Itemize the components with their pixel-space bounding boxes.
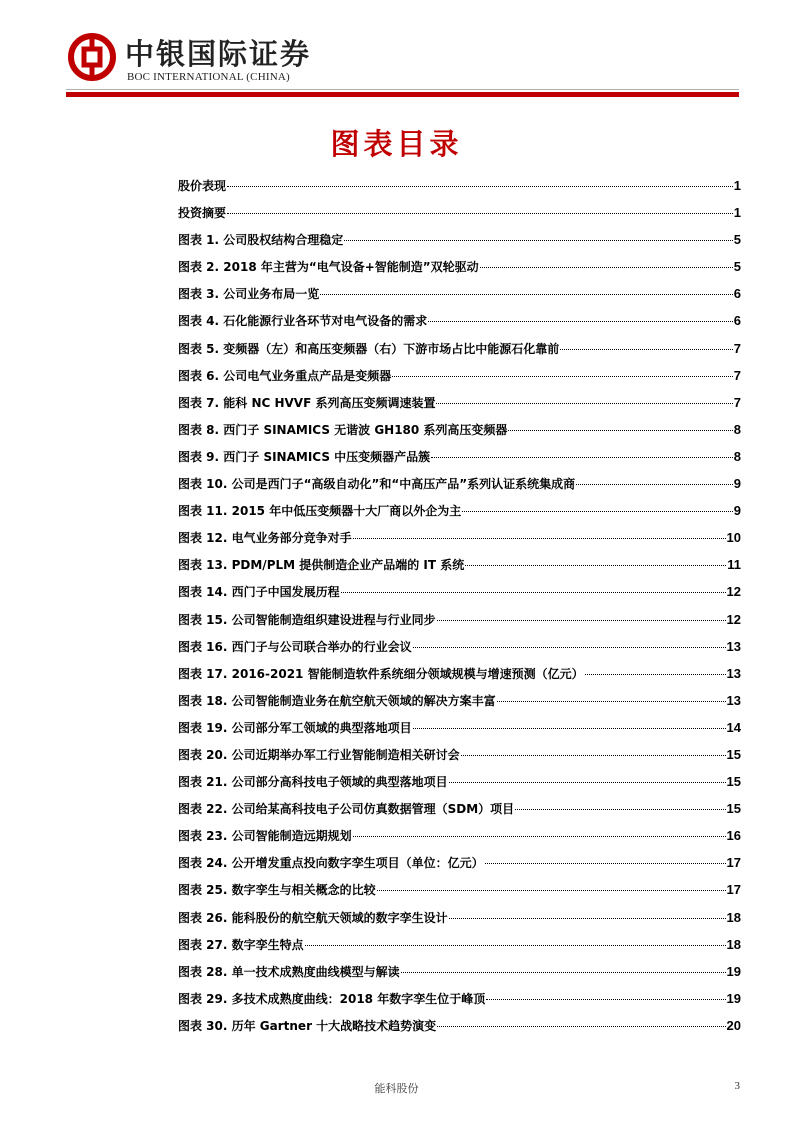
page-header <box>0 0 793 100</box>
toc-entry-label: 图表 11. 2015 年中低压变频器十大厂商以外企为主 <box>178 504 462 519</box>
toc-entry-page: 18 <box>726 909 741 925</box>
toc-entry[interactable] <box>178 606 741 633</box>
toc-entry[interactable] <box>178 687 741 714</box>
toc-dot-leader <box>576 484 733 485</box>
toc-dot-leader <box>428 321 733 322</box>
toc-dot-leader <box>437 1026 725 1027</box>
toc-entry-label: 图表 22. 公司给某高科技电子公司仿真数据管理（SDM）项目 <box>178 802 515 817</box>
toc-entry[interactable] <box>178 280 741 307</box>
toc-entry-page: 6 <box>733 286 741 302</box>
toc-entry-page: 13 <box>726 692 741 708</box>
toc-entry[interactable] <box>178 660 741 687</box>
toc-entry-page: 13 <box>726 665 741 681</box>
toc-entry[interactable] <box>178 985 741 1012</box>
toc-entry[interactable] <box>178 876 741 903</box>
toc-entry[interactable] <box>178 931 741 958</box>
toc-entry-label: 图表 27. 数字孪生特点 <box>178 937 304 952</box>
toc-entry-page: 16 <box>726 828 741 844</box>
toc-entry[interactable] <box>178 199 741 226</box>
toc-entry[interactable] <box>178 497 741 524</box>
footer-company: 能科股份 <box>374 1082 419 1095</box>
toc-entry-label: 图表 20. 公司近期举办军工行业智能制造相关研讨会 <box>178 747 460 762</box>
toc-entry-page: 9 <box>733 476 741 492</box>
toc-entry-page: 15 <box>726 801 741 817</box>
toc-entry[interactable] <box>178 389 741 416</box>
toc-dot-leader <box>485 863 726 864</box>
toc-entry-label: 图表 29. 多技术成熟度曲线：2018 年数字孪生位于峰顶 <box>178 991 486 1006</box>
toc-entry[interactable] <box>178 849 741 876</box>
boc-coin-logo-icon <box>68 33 116 81</box>
toc-entry-label: 图表 19. 公司部分军工领域的典型落地项目 <box>178 720 412 735</box>
toc-entry[interactable] <box>178 307 741 334</box>
toc-dot-leader <box>462 511 733 512</box>
brand-name-chinese: 中银国际证券 <box>125 37 312 71</box>
toc-entry[interactable] <box>178 443 741 470</box>
toc-entry-label: 图表 12. 电气业务部分竞争对手 <box>178 531 352 546</box>
toc-dot-leader <box>344 240 733 241</box>
toc-entry-page: 12 <box>726 584 741 600</box>
toc-entry-label: 图表 8. 西门子 SINAMICS 无谐波 GH180 系列高压变频器 <box>178 422 508 437</box>
toc-entry-label: 股价表现 <box>178 179 227 193</box>
toc-entry-page: 15 <box>726 774 741 790</box>
toc-entry-page: 11 <box>727 557 741 573</box>
toc-entry-label: 图表 1. 公司股权结构合理稳定 <box>178 233 344 248</box>
toc-entry[interactable] <box>178 714 741 741</box>
toc-entry-page: 17 <box>726 882 741 898</box>
toc-entry-page: 8 <box>733 421 741 437</box>
toc-entry[interactable] <box>178 1012 741 1039</box>
toc-dot-leader <box>413 728 726 729</box>
toc-entry-label: 图表 4. 石化能源行业各环节对电气设备的需求 <box>178 314 428 329</box>
toc-entry[interactable] <box>178 578 741 605</box>
toc-entry[interactable] <box>178 335 741 362</box>
toc-entry-label: 图表 7. 能科 NC HVVF 系列高压变频调速装置 <box>178 395 436 410</box>
toc-entry[interactable] <box>178 226 741 253</box>
toc-entry-page: 14 <box>726 719 741 735</box>
toc-entry-label: 图表 21. 公司部分高科技电子领域的典型落地项目 <box>178 775 448 790</box>
toc-entry-label: 图表 25. 数字孪生与相关概念的比较 <box>178 883 376 898</box>
toc-dot-leader <box>341 592 726 593</box>
toc-entry-page: 7 <box>733 367 741 383</box>
toc-entry-label: 图表 14. 西门子中国发展历程 <box>178 585 340 600</box>
toc-entry-page: 17 <box>726 855 741 871</box>
toc-entry-label: 图表 13. PDM/PLM 提供制造企业产品端的 IT 系统 <box>178 558 465 573</box>
toc-entry-page: 10 <box>726 530 741 546</box>
toc-dot-leader <box>560 349 732 350</box>
header-divider-red <box>66 92 739 97</box>
toc-dot-leader <box>413 647 726 648</box>
toc-entry[interactable] <box>178 172 741 199</box>
toc-dot-leader <box>515 809 725 810</box>
toc-entry[interactable] <box>178 633 741 660</box>
toc-entry-page: 15 <box>726 746 741 762</box>
toc-entry[interactable] <box>178 470 741 497</box>
toc-entry-page: 5 <box>733 259 741 275</box>
toc-dot-leader <box>401 972 726 973</box>
toc-dot-leader <box>353 538 726 539</box>
toc-entry[interactable] <box>178 795 741 822</box>
toc-entry-page: 19 <box>726 963 741 979</box>
toc-entry-label: 图表 10. 公司是西门子“高级自动化”和“中高压产品”系列认证系统集成商 <box>178 477 576 492</box>
toc-entry-page: 1 <box>733 178 741 193</box>
toc-entry[interactable] <box>178 362 741 389</box>
toc-entry-label: 图表 24. 公开增发重点投向数字孪生项目（单位：亿元） <box>178 856 484 871</box>
toc-entry-page: 5 <box>733 232 741 248</box>
toc-dot-leader <box>227 186 733 187</box>
header-divider-thin <box>66 89 739 90</box>
toc-entry[interactable] <box>178 904 741 931</box>
toc-dot-leader <box>305 945 726 946</box>
table-of-contents <box>178 172 741 1039</box>
toc-entry-label: 图表 6. 公司电气业务重点产品是变频器 <box>178 368 392 383</box>
toc-entry-label: 图表 3. 公司业务布局一览 <box>178 287 320 302</box>
toc-dot-leader <box>320 294 733 295</box>
toc-dot-leader <box>449 782 726 783</box>
toc-entry-label: 图表 18. 公司智能制造业务在航空航天领域的解决方案丰富 <box>178 693 496 708</box>
brand-name-english: BOC INTERNATIONAL (CHINA) <box>127 71 290 83</box>
toc-dot-leader <box>480 267 733 268</box>
toc-dot-leader <box>497 701 726 702</box>
toc-entry-label: 图表 30. 历年 Gartner 十大战略技术趋势演变 <box>178 1018 437 1033</box>
toc-entry-page: 7 <box>733 340 741 356</box>
toc-entry-label: 图表 28. 单一技术成熟度曲线模型与解读 <box>178 964 400 979</box>
toc-dot-leader <box>465 565 726 566</box>
toc-entry-page: 9 <box>733 503 741 519</box>
toc-entry-page: 19 <box>726 990 741 1006</box>
footer-page-number: 3 <box>734 1080 740 1092</box>
toc-dot-leader <box>377 890 726 891</box>
toc-entry[interactable] <box>178 253 741 280</box>
toc-entry[interactable] <box>178 958 741 985</box>
toc-entry-page: 1 <box>733 205 741 221</box>
toc-entry-page: 13 <box>726 638 741 654</box>
toc-entry-page: 6 <box>733 313 741 329</box>
toc-dot-leader <box>585 674 726 675</box>
toc-entry-label: 图表 16. 西门子与公司联合举办的行业会议 <box>178 639 412 654</box>
toc-entry[interactable] <box>178 524 741 551</box>
toc-dot-leader <box>437 620 726 621</box>
toc-dot-leader <box>486 999 725 1000</box>
toc-entry-page: 12 <box>726 611 741 627</box>
toc-entry-label: 图表 2. 2018 年主营为“电气设备+智能制造”双轮驱动 <box>178 260 479 275</box>
toc-dot-leader <box>449 918 726 919</box>
toc-entry-label: 图表 17. 2016-2021 智能制造软件系统细分领域规模与增速预测（亿元） <box>178 666 584 681</box>
toc-dot-leader <box>461 755 726 756</box>
toc-dot-leader <box>508 430 732 431</box>
toc-dot-leader <box>227 213 733 214</box>
toc-entry[interactable] <box>178 768 741 795</box>
toc-title: 图表目录 <box>330 127 463 161</box>
toc-entry[interactable] <box>178 551 741 578</box>
toc-entry[interactable] <box>178 822 741 849</box>
toc-entry[interactable] <box>178 741 741 768</box>
toc-entry-label: 图表 26. 能科股份的航空航天领域的数字孪生设计 <box>178 910 448 925</box>
toc-dot-leader <box>392 376 733 377</box>
toc-entry-page: 20 <box>726 1017 741 1033</box>
toc-entry-page: 8 <box>733 448 741 464</box>
toc-dot-leader <box>431 457 733 458</box>
toc-dot-leader <box>436 403 732 404</box>
toc-entry-page: 18 <box>726 936 741 952</box>
toc-entry[interactable] <box>178 416 741 443</box>
toc-entry-label: 图表 9. 西门子 SINAMICS 中压变频器产品簇 <box>178 449 431 464</box>
toc-entry-label: 图表 23. 公司智能制造远期规划 <box>178 829 352 844</box>
toc-entry-page: 7 <box>733 394 741 410</box>
toc-entry-label: 图表 5. 变频器（左）和高压变频器（右）下游市场占比中能源石化靠前 <box>178 341 560 356</box>
toc-dot-leader <box>353 836 726 837</box>
toc-entry-label: 图表 15. 公司智能制造组织建设进程与行业同步 <box>178 612 436 627</box>
toc-entry-label: 投资摘要 <box>178 206 227 221</box>
